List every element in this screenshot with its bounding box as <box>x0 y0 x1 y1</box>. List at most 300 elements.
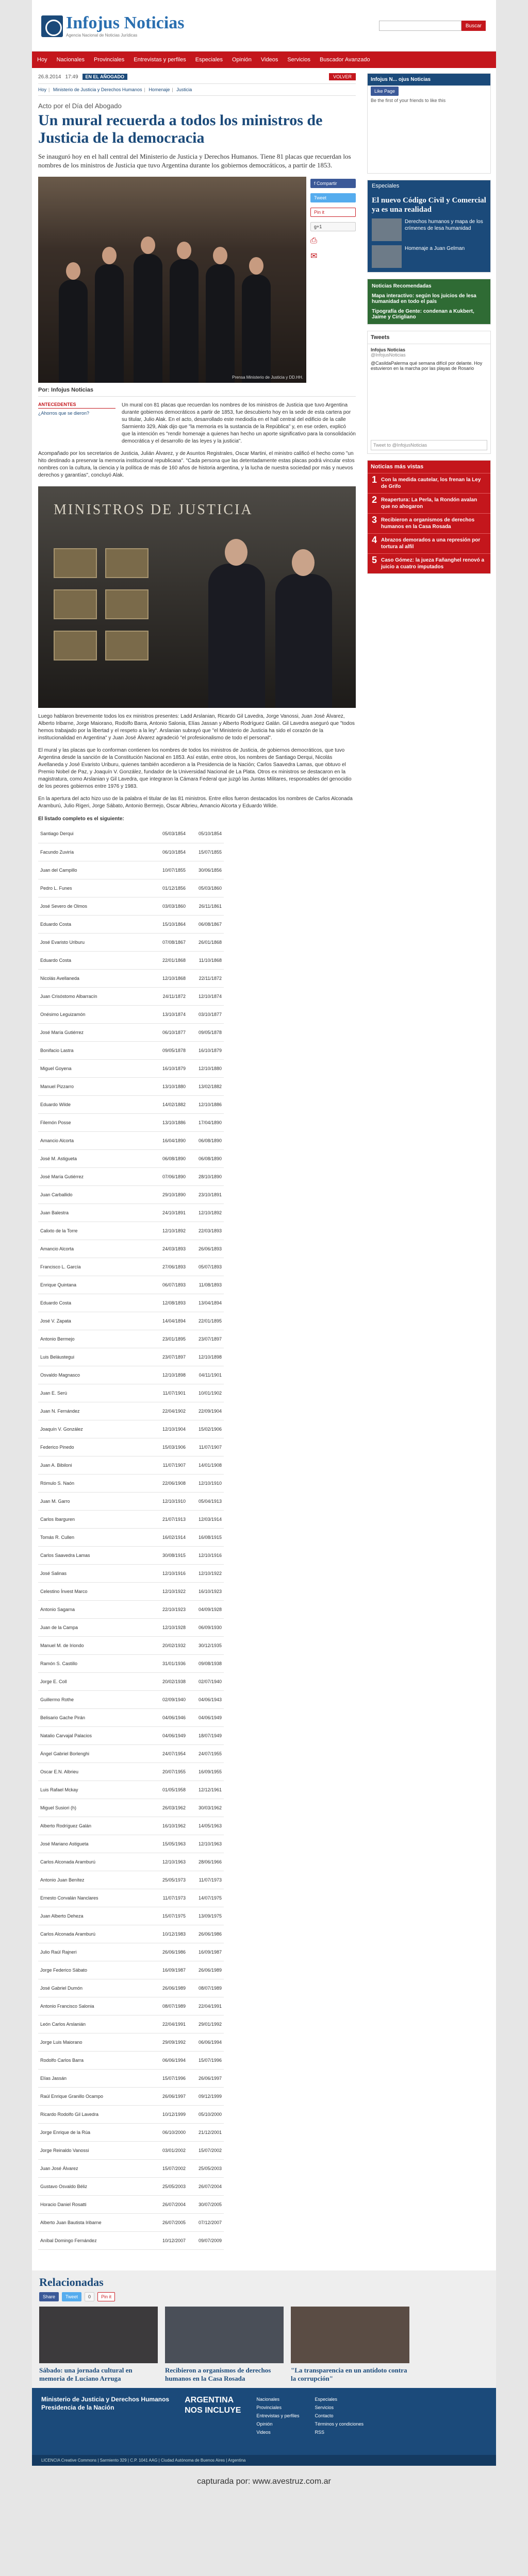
minister-name: Belisario Gache Pirán <box>38 1708 152 1726</box>
table-row <box>38 1492 224 1510</box>
logo-icon <box>41 15 63 37</box>
term-end: 12/03/1914 <box>188 1510 224 1528</box>
minister-name: Amancio Alcorta <box>38 1240 152 1258</box>
minister-name: Elías Jassán <box>38 2069 152 2087</box>
footer-address: LICENCIA Creative Commons | Sarmiento 329 | C.P. 1041 AAG | Ciudad Autónoma de Buenos Aires | Argentina <box>32 2455 496 2466</box>
term-start: 22/06/1908 <box>152 1474 188 1492</box>
minister-name: Santiago Derqui <box>38 825 152 843</box>
term-start: 11/07/1907 <box>152 1456 188 1474</box>
minister-name: Alberto Rodríguez Galán <box>38 1817 152 1835</box>
term-end: 16/09/1955 <box>188 1762 224 1781</box>
related-title: Relacionadas <box>39 2275 104 2289</box>
table-row <box>38 1167 224 1185</box>
nav-item[interactable]: Entrevistas y perfiles <box>134 57 186 63</box>
nav-item[interactable]: Hoy <box>37 57 47 63</box>
table-row <box>38 2051 224 2069</box>
twitter-share-button[interactable]: Tweet <box>62 2292 81 2301</box>
article-paragraph: El mural y las placas que lo conforman contienen los nombres de todos los ministros de Justicia, de gobiernos democráticos, que tuvo Argentina desde la sanción de la Constitución Nacional en 1853. Así están, entre otros, los nombres de Santiago Derqui, Nicolás Avellaneda y José Evaristo Uriburu, quienes también accedieron a la Presidencia de la Nación; Carlos Saavedra Lamas, que obtuvo el Premio Nobel de Paz, y Joaquín V. González, fundador de la Universidad Nacional de La Plata. Otros ex ministros se destacaron en la magistratura, como Arslanian y Gil Lavedra, que integraron la Cámara Federal que juzgó las Juntas Militares, responsables del genocidio de los peores gobiernos entre 1976 y 1983. <box>38 748 352 789</box>
term-start: 22/04/1902 <box>152 1402 188 1420</box>
term-end: 23/07/1897 <box>188 1330 224 1348</box>
footer-logo[interactable]: Ministerio de Justicia y Derechos Humanos <box>41 2395 170 2403</box>
table-row <box>38 1582 224 1600</box>
term-start: 26/07/2005 <box>152 2213 188 2231</box>
logo-text <box>66 14 185 32</box>
term-start: 12/10/1916 <box>152 1564 188 1582</box>
minister-name: Ricardo Rodolfo Gil Lavedra <box>38 2105 152 2123</box>
term-end: 06/09/1930 <box>188 1618 224 1636</box>
related-share-bar <box>39 2292 489 2301</box>
nav-item[interactable]: Especiales <box>195 57 223 63</box>
table-row <box>38 1348 224 1366</box>
minister-name: Osvaldo Magnasco <box>38 1366 152 1384</box>
term-start: 12/10/1928 <box>152 1618 188 1636</box>
minister-name: Juan José Álvarez <box>38 2159 152 2177</box>
table-row <box>38 1438 224 1456</box>
table-row <box>38 1294 224 1312</box>
term-end: 06/06/1994 <box>188 2033 224 2051</box>
table-row <box>38 1510 224 1528</box>
term-start: 02/09/1940 <box>152 1690 188 1708</box>
term-start: 10/12/1983 <box>152 1925 188 1943</box>
table-row <box>38 1853 224 1871</box>
term-end: 05/10/2000 <box>188 2105 224 2123</box>
term-start: 06/07/1893 <box>152 1276 188 1294</box>
term-end: 26/11/1861 <box>188 897 224 915</box>
term-start: 16/09/1987 <box>152 1961 188 1979</box>
footer-link[interactable]: Términos y condiciones <box>315 2421 364 2427</box>
table-row <box>38 1113 224 1131</box>
term-end: 26/01/1868 <box>188 933 224 951</box>
minister-name: Miguel Susiori (h) <box>38 1799 152 1817</box>
term-start: 01/12/1856 <box>152 879 188 897</box>
table-row <box>38 1871 224 1889</box>
term-end: 16/10/1879 <box>188 1041 224 1059</box>
related-item-title[interactable]: Recibieron a organismos de derechos humanos en la Casa Rosada <box>165 2366 271 2382</box>
term-start: 24/10/1891 <box>152 1204 188 1222</box>
term-end: 16/09/1987 <box>188 1943 224 1961</box>
recommended-item[interactable]: Tipografía de Gente: condenan a Kukbert, Jaime y Cirigliano <box>372 309 474 320</box>
time: 17:49 <box>65 74 78 80</box>
especiales-title[interactable]: El nuevo Código Civil y Comercial ya es una realidad <box>372 196 486 214</box>
table-row <box>38 969 224 987</box>
footer-link[interactable]: Entrevistas y perfiles <box>256 2413 300 2418</box>
table-row <box>38 1744 224 1762</box>
table-row <box>38 1240 224 1258</box>
antecedentes-link[interactable]: ¿Ahorros que se dieron? <box>38 411 90 416</box>
term-start: 08/07/1989 <box>152 1997 188 2015</box>
term-start: 14/02/1882 <box>152 1095 188 1113</box>
term-end: 04/11/1901 <box>188 1366 224 1384</box>
term-end: 12/10/1963 <box>188 1835 224 1853</box>
rank-number: 2 <box>372 495 377 505</box>
share-column <box>310 177 356 383</box>
table-row <box>38 1456 224 1474</box>
most-viewed-item[interactable] <box>368 493 490 513</box>
term-end: 26/07/2004 <box>188 2177 224 2195</box>
table-row <box>38 2159 224 2177</box>
article-body-row <box>38 402 356 445</box>
term-start: 03/03/1860 <box>152 897 188 915</box>
minister-name: Eduardo Costa <box>38 951 152 969</box>
minister-name: Enrique Quintana <box>38 1276 152 1294</box>
print-icon[interactable]: ⎙ <box>310 236 317 245</box>
term-end: 11/08/1893 <box>188 1276 224 1294</box>
table-row <box>38 1131 224 1149</box>
minister-name: Juan Balestra <box>38 1204 152 1222</box>
table-row <box>38 1961 224 1979</box>
term-start: 10/07/1855 <box>152 861 188 879</box>
term-start: 15/05/1963 <box>152 1835 188 1853</box>
term-start: 26/03/1962 <box>152 1799 188 1817</box>
nav-item[interactable]: Servicios <box>287 57 310 63</box>
term-start: 16/02/1914 <box>152 1528 188 1546</box>
most-viewed-title[interactable]: Caso Gómez: la jueza Fañanghel renovó a juicio a cuatro imputados <box>381 557 485 570</box>
minister-name: Juan del Campillo <box>38 861 152 879</box>
term-start: 06/10/1877 <box>152 1023 188 1041</box>
breadcrumb-item[interactable]: Ministerio de Justicia y Derechos Humanos <box>53 87 142 92</box>
footer-argentina: ARGENTINA <box>185 2395 234 2404</box>
minister-name: Raúl Enrique Granillo Ocampo <box>38 2087 152 2105</box>
table-row <box>38 1041 224 1059</box>
term-start: 26/06/1986 <box>152 1943 188 1961</box>
tweets-title: Tweets <box>368 331 490 344</box>
most-viewed-title[interactable]: Recibieron a organismos de derechos humanos en la Casa Rosada <box>381 517 475 530</box>
footer-link[interactable]: Especiales <box>315 2396 337 2402</box>
pinterest-button[interactable]: Pin it <box>310 208 356 217</box>
term-end: 11/07/1907 <box>188 1438 224 1456</box>
table-row <box>38 1600 224 1618</box>
term-end: 30/07/2005 <box>188 2195 224 2213</box>
table-row <box>38 1366 224 1384</box>
footer-link[interactable]: Nacionales <box>256 2396 279 2402</box>
tweet-user[interactable]: Infojus Noticias <box>371 347 406 352</box>
term-end: 24/07/1955 <box>188 1744 224 1762</box>
table-row <box>38 1312 224 1330</box>
table-row <box>38 1402 224 1420</box>
minister-name: José V. Zapata <box>38 1312 152 1330</box>
term-end: 06/08/1890 <box>188 1131 224 1149</box>
related-item-title[interactable]: Sábado: una jornada cultural en memoria de Luciano Arruga <box>39 2366 133 2382</box>
term-end: 30/12/1935 <box>188 1636 224 1654</box>
most-viewed-item[interactable] <box>368 513 490 533</box>
term-end: 16/08/1915 <box>188 1528 224 1546</box>
table-row <box>38 1059 224 1077</box>
term-start: 10/12/1999 <box>152 2105 188 2123</box>
related-item[interactable] <box>291 2307 409 2383</box>
term-end: 30/06/1856 <box>188 861 224 879</box>
footer-link[interactable]: Servicios <box>315 2404 334 2410</box>
table-row <box>38 2087 224 2105</box>
term-end: 06/08/1867 <box>188 915 224 933</box>
article-paragraph: Luego hablaron brevemente todos los ex ministros presentes: Ladd Arslanian, Ricardo Gil Lavedra, Jorge Vanossi, Juan José Álvarez, Alberto Iribarne, Jorge Maiorano, Rodolfo Barra, Antonio Salonia, Elías Jassan y Alberto Rodríguez Galán. Gil Lavedra aseguró que "todos hemos trabajado por la libertad y el respeto a la ley". Arslanian subrayó que "el Ministerio de Justicia ha sido el corazón de la institucionalidad en Argentina" y Juan José Álvarez agradeció "el profesionalismo de todo el personal". <box>38 714 355 741</box>
breadcrumb: Hoy | Ministerio de Justicia y Derechos Humanos | Homenaje | Justicia <box>38 84 356 96</box>
article-column <box>32 68 362 2255</box>
minister-name: Carlos Alconada Aramburú <box>38 1853 152 1871</box>
nav-item[interactable]: Videos <box>260 57 278 63</box>
term-end: 13/02/1882 <box>188 1077 224 1095</box>
term-end: 23/10/1891 <box>188 1185 224 1204</box>
minister-name: Tomás R. Cullen <box>38 1528 152 1546</box>
table-row <box>38 1762 224 1781</box>
antecedentes-title: ANTECEDENTES <box>38 402 116 409</box>
term-end: 04/06/1943 <box>188 1690 224 1708</box>
term-end: 22/04/1991 <box>188 1997 224 2015</box>
term-end: 13/09/1975 <box>188 1907 224 1925</box>
term-start: 13/10/1880 <box>152 1077 188 1095</box>
term-end: 28/10/1890 <box>188 1167 224 1185</box>
site-footer <box>32 2388 496 2455</box>
term-start: 07/08/1867 <box>152 933 188 951</box>
term-start: 26/06/1989 <box>152 1979 188 1997</box>
footer-link[interactable]: Contacto <box>315 2413 334 2418</box>
term-start: 10/12/2007 <box>152 2231 188 2249</box>
minister-name: Antonio Sagarna <box>38 1600 152 1618</box>
term-start: 01/05/1958 <box>152 1781 188 1799</box>
table-row <box>38 987 224 1005</box>
date: 26.8.2014 <box>38 74 61 80</box>
hero-photo[interactable] <box>38 177 306 383</box>
term-start: 15/10/1864 <box>152 915 188 933</box>
term-end: 12/10/1892 <box>188 1204 224 1222</box>
minister-name: Rodolfo Carlos Barra <box>38 2051 152 2069</box>
table-row <box>38 1222 224 1240</box>
facebook-widget <box>367 73 491 174</box>
term-end: 04/09/1928 <box>188 1600 224 1618</box>
term-end: 15/07/2002 <box>188 2141 224 2159</box>
term-end: 26/06/1989 <box>188 1961 224 1979</box>
term-end: 15/07/1855 <box>188 843 224 861</box>
table-row <box>38 1781 224 1799</box>
table-row <box>38 1185 224 1204</box>
especiales-item[interactable]: Homenaje a Juan Gelman <box>405 246 465 251</box>
term-start: 11/07/1973 <box>152 1889 188 1907</box>
byline: Por: Infojus Noticias <box>38 387 356 397</box>
footer-link[interactable]: Provinciales <box>256 2404 282 2410</box>
tweet-input[interactable]: Tweet to @InfojusNoticias <box>371 440 487 450</box>
pinterest-button[interactable]: Pin it <box>97 2292 115 2301</box>
term-start: 20/07/1955 <box>152 1762 188 1781</box>
term-end: 07/12/2007 <box>188 2213 224 2231</box>
minister-name: Luis Beláustegui <box>38 1348 152 1366</box>
term-end: 22/03/1893 <box>188 1222 224 1240</box>
article-summary: Se inauguró hoy en el hall central del Ministerio de Justicia y Derechos Humanos. Tiene 81 placas que recuerdan los nombres de los ministros de Justicia que tuvo Argentina durante los gobiernos democráticos, a partir de 1853. <box>38 152 351 169</box>
term-start: 29/09/1992 <box>152 2033 188 2051</box>
related-item[interactable] <box>165 2307 284 2383</box>
term-start: 26/06/1997 <box>152 2087 188 2105</box>
especiales-item[interactable]: Derechos humanos y mapa de los crímenes de lesa humanidad <box>405 219 483 231</box>
most-viewed-title[interactable]: Con la medida cautelar, los frenan la Ley de Grifo <box>381 477 481 489</box>
term-end: 02/07/1940 <box>188 1672 224 1690</box>
footer-links <box>315 2395 364 2448</box>
table-row <box>38 1690 224 1708</box>
table-row <box>38 1817 224 1835</box>
minister-name: Carlos Saavedra Lamas <box>38 1546 152 1564</box>
term-end: 12/10/1886 <box>188 1095 224 1113</box>
minister-name: Onésimo Leguizamón <box>38 1005 152 1023</box>
nav-item[interactable]: Nacionales <box>56 57 85 63</box>
table-row <box>38 1420 224 1438</box>
term-end: 22/11/1872 <box>188 969 224 987</box>
term-end: 12/12/1961 <box>188 1781 224 1799</box>
table-row <box>38 2195 224 2213</box>
minister-name: Ramón S. Castillo <box>38 1654 152 1672</box>
minister-name: Eduardo Costa <box>38 1294 152 1312</box>
table-row <box>38 1005 224 1023</box>
term-start: 06/08/1890 <box>152 1149 188 1167</box>
table-row <box>38 2123 224 2141</box>
article-kicker: Acto por el Día del Abogado <box>38 102 122 110</box>
breadcrumb-item[interactable]: Hoy <box>38 87 47 92</box>
thumbnail[interactable] <box>372 245 402 268</box>
most-viewed-title: Noticias más vistas <box>368 461 490 473</box>
minister-name: Celestino Ínvest Marco <box>38 1582 152 1600</box>
google-plus-button[interactable]: g+1 <box>310 222 356 231</box>
most-viewed-item[interactable] <box>368 553 490 573</box>
table-row <box>38 1672 224 1690</box>
search-button[interactable]: Buscar <box>461 21 486 31</box>
minister-name: Alberto Juan Bautista Iribarne <box>38 2213 152 2231</box>
minister-name: Rómulo S. Naón <box>38 1474 152 1492</box>
minister-name: Carlos Alconada Aramburú <box>38 1925 152 1943</box>
list-title: El listado completo es el siguiente: <box>38 816 124 822</box>
recommended-item[interactable]: Mapa interactivo: según los juicios de lesa humanidad en todo el país <box>372 293 476 304</box>
related-item-title[interactable]: "La transparencia en un antídoto contra la corrupción" <box>291 2366 407 2382</box>
breadcrumb-item[interactable]: Homenaje <box>148 87 170 92</box>
minister-name: Joaquín V. González <box>38 1420 152 1438</box>
term-end: 26/06/1986 <box>188 1925 224 1943</box>
email-icon[interactable]: ✉ <box>310 252 318 261</box>
most-viewed-item[interactable] <box>368 473 490 493</box>
term-start: 14/04/1894 <box>152 1312 188 1330</box>
term-end: 05/10/1854 <box>188 825 224 843</box>
search-input[interactable] <box>379 21 461 31</box>
logo-accent: Noticias <box>124 13 185 32</box>
table-row <box>38 1799 224 1817</box>
back-button[interactable]: VOLVER <box>329 73 356 80</box>
twitter-share-button[interactable]: Tweet <box>310 193 356 202</box>
table-row <box>38 1095 224 1113</box>
term-end: 17/04/1890 <box>188 1113 224 1131</box>
term-end: 14/07/1975 <box>188 1889 224 1907</box>
minister-name: Ángel Gabriel Borlenghi <box>38 1744 152 1762</box>
term-start: 12/10/1904 <box>152 1420 188 1438</box>
facebook-like-button[interactable]: Like Page <box>371 87 399 96</box>
minister-name: Antonio Bermejo <box>38 1330 152 1348</box>
footer-link[interactable]: RSS <box>315 2429 324 2435</box>
minister-name: Manuel M. de Iriondo <box>38 1636 152 1654</box>
term-start: 16/10/1879 <box>152 1059 188 1077</box>
most-viewed-title[interactable]: Reapertura: La Perla, la Rondón avalan que no ahogaron <box>381 497 477 510</box>
term-end: 15/07/1996 <box>188 2051 224 2069</box>
footer-link[interactable]: Videos <box>256 2429 271 2435</box>
table-row <box>38 1023 224 1041</box>
article-paragraph: En la apertura del acto hizo uso de la palabra el titular de las 81 ministros. Entre ellos fueron destacados los nombres de Carlos Alconada Aramburú, Julio Rigeri, Jorge Sábato, Antonio Bermejo, Oscar Albrieu, Amancio Alcorta y Eduardo Wilde. <box>38 796 353 809</box>
term-start: 25/05/2003 <box>152 2177 188 2195</box>
nav-item[interactable]: Buscador Avanzado <box>319 57 370 63</box>
term-start: 30/08/1915 <box>152 1546 188 1564</box>
footer-logo-presidencia[interactable]: Presidencia de la Nación <box>41 2403 114 2411</box>
minister-name: Pedro L. Funes <box>38 879 152 897</box>
term-start: 12/10/1963 <box>152 1853 188 1871</box>
term-end: 09/07/2009 <box>188 2231 224 2249</box>
table-row <box>38 1149 224 1167</box>
table-row <box>38 861 224 879</box>
term-start: 12/10/1892 <box>152 1222 188 1240</box>
minister-name: Bonifacio Lastra <box>38 1041 152 1059</box>
term-start: 24/07/1954 <box>152 1744 188 1762</box>
rank-number: 1 <box>372 474 377 485</box>
term-start: 24/11/1872 <box>152 987 188 1005</box>
most-viewed-box <box>367 460 491 574</box>
table-row <box>38 1474 224 1492</box>
thumbnail[interactable] <box>372 218 402 241</box>
term-end: 11/10/1868 <box>188 951 224 969</box>
rank-number: 4 <box>372 535 377 545</box>
term-end: 30/03/1962 <box>188 1799 224 1817</box>
breadcrumb-item[interactable]: Justicia <box>176 87 192 92</box>
term-end: 05/07/1893 <box>188 1258 224 1276</box>
term-end: 16/10/1923 <box>188 1582 224 1600</box>
table-row <box>38 1528 224 1546</box>
minister-name: Antonio Juan Benítez <box>38 1871 152 1889</box>
article-lead: Un mural con 81 placas que recuerdan los nombres de los ministros de Justicia que tuvo Argentina durante gobiernos democráticos a partir de 1853, fue descubierto hoy en la sede de esta cartera por su titular, Julio Alak. En el acto, desarrollado este mediodía en el hall central del edificio de la calle Sarmiento 329, Alak dijo que "la memoria es la sustancia de la República" y, en ese orden, explicó que la intención es "rendir homenaje a quienes han hecho un aporte significativo para la consolidación democrática y el desarrollo de las leyes y la justicia". <box>122 402 356 444</box>
facebook-widget-text: Be the first of your friends to like this <box>371 98 446 103</box>
term-end: 29/01/1992 <box>188 2015 224 2033</box>
term-start: 04/06/1946 <box>152 1708 188 1726</box>
term-start: 12/08/1893 <box>152 1294 188 1312</box>
term-end: 28/06/1966 <box>188 1853 224 1871</box>
minister-name: Ernesto Corvalán Nanclares <box>38 1889 152 1907</box>
minister-name: Jorge Luis Maiorano <box>38 2033 152 2051</box>
minister-name: León Carlos Arslanián <box>38 2015 152 2033</box>
related-item[interactable] <box>39 2307 158 2383</box>
minister-name: José Mariano Astigueta <box>38 1835 152 1853</box>
table-row <box>38 2015 224 2033</box>
term-start: 13/10/1874 <box>152 1005 188 1023</box>
facebook-share-button[interactable]: Share <box>39 2292 59 2301</box>
minister-name: José Salinas <box>38 1564 152 1582</box>
table-row <box>38 951 224 969</box>
minister-name: José Severo de Olmos <box>38 897 152 915</box>
rank-number: 5 <box>372 555 377 565</box>
table-row <box>38 1258 224 1276</box>
nav-item[interactable]: Opinión <box>232 57 252 63</box>
nav-item[interactable]: Provinciales <box>93 57 125 63</box>
minister-name: Jorge Enrique de la Rúa <box>38 2123 152 2141</box>
table-row <box>38 1564 224 1582</box>
main-nav <box>32 52 496 68</box>
facebook-share-button[interactable]: f Compartir <box>310 179 356 188</box>
table-row <box>38 1907 224 1925</box>
footer-link[interactable]: Opinión <box>256 2421 273 2427</box>
tweet-handle[interactable]: @InfojusNoticias <box>371 352 406 358</box>
related-grid <box>39 2307 489 2383</box>
page-wrapper <box>32 0 496 2466</box>
table-row <box>38 1726 224 1744</box>
term-start: 22/04/1991 <box>152 2015 188 2033</box>
site-logo[interactable] <box>41 14 185 38</box>
mural-photo[interactable] <box>38 486 356 708</box>
most-viewed-item[interactable] <box>368 533 490 553</box>
term-end: 22/01/1895 <box>188 1312 224 1330</box>
term-end: 14/05/1963 <box>188 1817 224 1835</box>
minister-name: Guillermo Rothe <box>38 1690 152 1708</box>
term-start: 12/10/1898 <box>152 1366 188 1384</box>
term-start: 26/07/2004 <box>152 2195 188 2213</box>
term-start: 15/07/1996 <box>152 2069 188 2087</box>
most-viewed-title[interactable]: Abrazos demorados a una represión por tortura al alfil <box>381 537 481 550</box>
term-end: 09/05/1878 <box>188 1023 224 1041</box>
